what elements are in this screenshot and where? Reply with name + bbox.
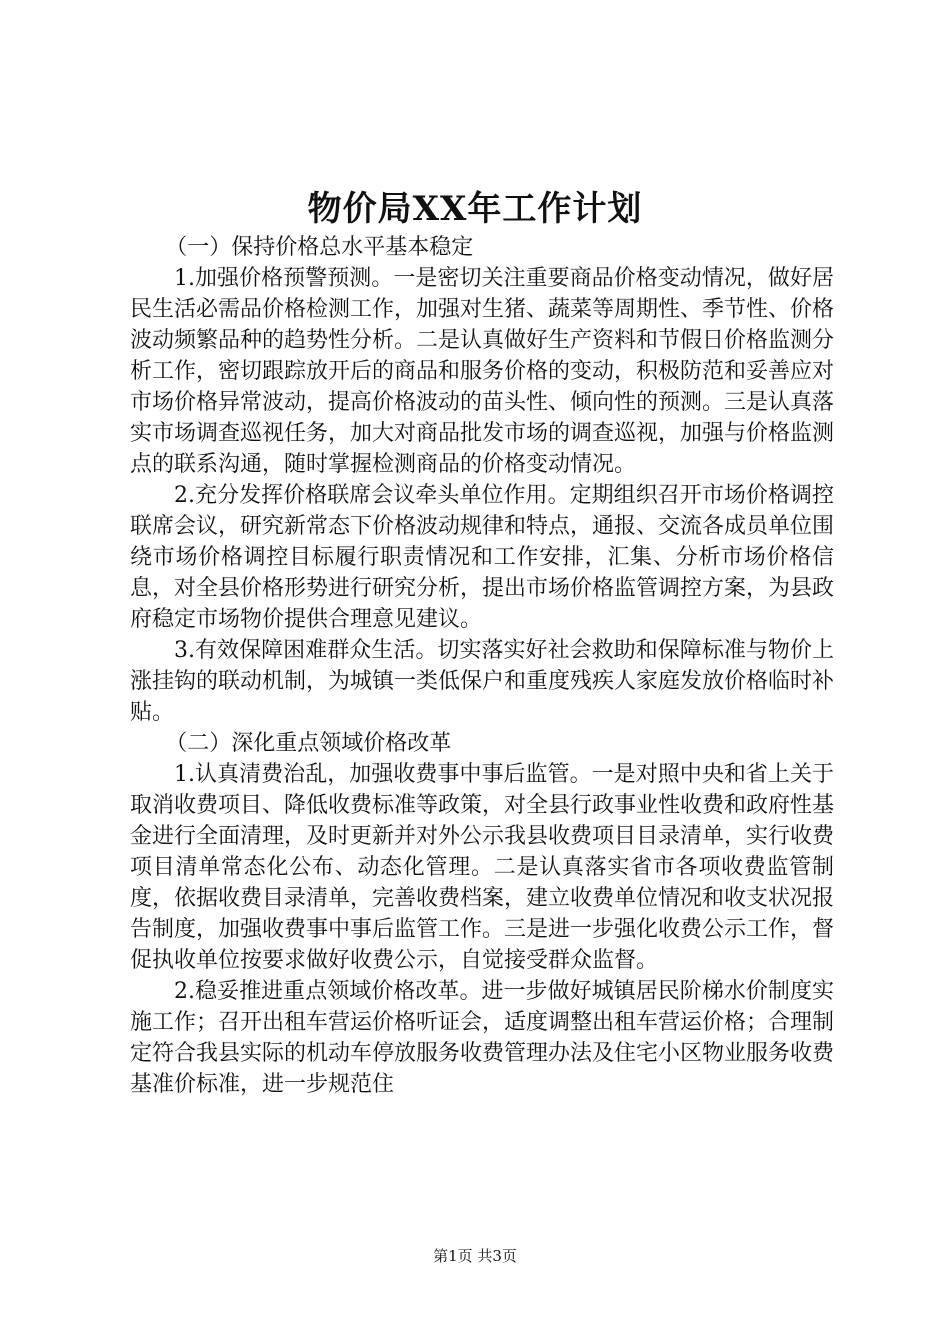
paragraph: 1.加强价格预警预测。一是密切关注重要商品价格变动情况，做好居民生活必需品价格检测工作，加强对生猪、蔬菜等周期性、季节性、价格波动频繁品种的趋势性分析。二是认真做好生产资料和节假日价格监测分析工作，密切跟踪放开后的商品和服务价格的变动，积极防范和妥善应对市场价格异常波动，提高价格波动的苗头性、倾向性的预测。三是认真落实市场调查巡视任务，加大对商品批发市场的调查巡视，加强与价格监测点的联系沟通，随时掌握检测商品的价格变动情况。	[130, 266, 835, 477]
document-title: 物价局XX年工作计划	[307, 189, 643, 229]
section-heading-1: （一）保持价格总水平基本稳定	[165, 235, 474, 260]
page-number-footer: 第1页 共3页	[433, 1247, 517, 1265]
paragraph: 1.认真清费治乱，加强收费事中事后监管。一是对照中央和省上关于取消收费项目、降低收费标准等政策，对全县行政事业性收费和政府性基金进行全面清理，及时更新并对外公示我县收费项目目录清单，实行收费项目清单常态化公布、动态化管理。二是认真落实省市各项收费监管制度，依据收费目录清单，完善收费档案，建立收费单位情况和收支状况报告制度，加强收费事中事后监管工作。三是进一步强化收费公示工作，督促执收单位按要求做好收费公示，自觉接受群众监督。	[130, 762, 835, 973]
section-heading-2: （二）深化重点领域价格改革	[165, 731, 452, 756]
paragraph: 3.有效保障困难群众生活。切实落实好社会救助和保障标准与物价上涨挂钩的联动机制，为城镇一类低保户和重度残疾人家庭发放价格临时补贴。	[130, 638, 835, 725]
paragraph: 2.稳妥推进重点领域价格改革。进一步做好城镇居民阶梯水价制度实施工作；召开出租车营运价格听证会，适度调整出租车营运价格；合理制定符合我县实际的机动车停放服务收费管理办法及住宅小区物业服务收费基准价标准，进一步规范住	[130, 979, 835, 1097]
paragraph: 2.充分发挥价格联席会议牵头单位作用。定期组织召开市场价格调控联席会议，研究新常态下价格波动规律和特点，通报、交流各成员单位围绕市场价格调控目标履行职责情况和工作安排，汇集、分析市场价格信息，对全县价格形势进行研究分析，提出市场价格监管调控方案，为县政府稳定市场物价提供合理意见建议。	[130, 483, 835, 632]
document-body	[130, 232, 834, 1100]
